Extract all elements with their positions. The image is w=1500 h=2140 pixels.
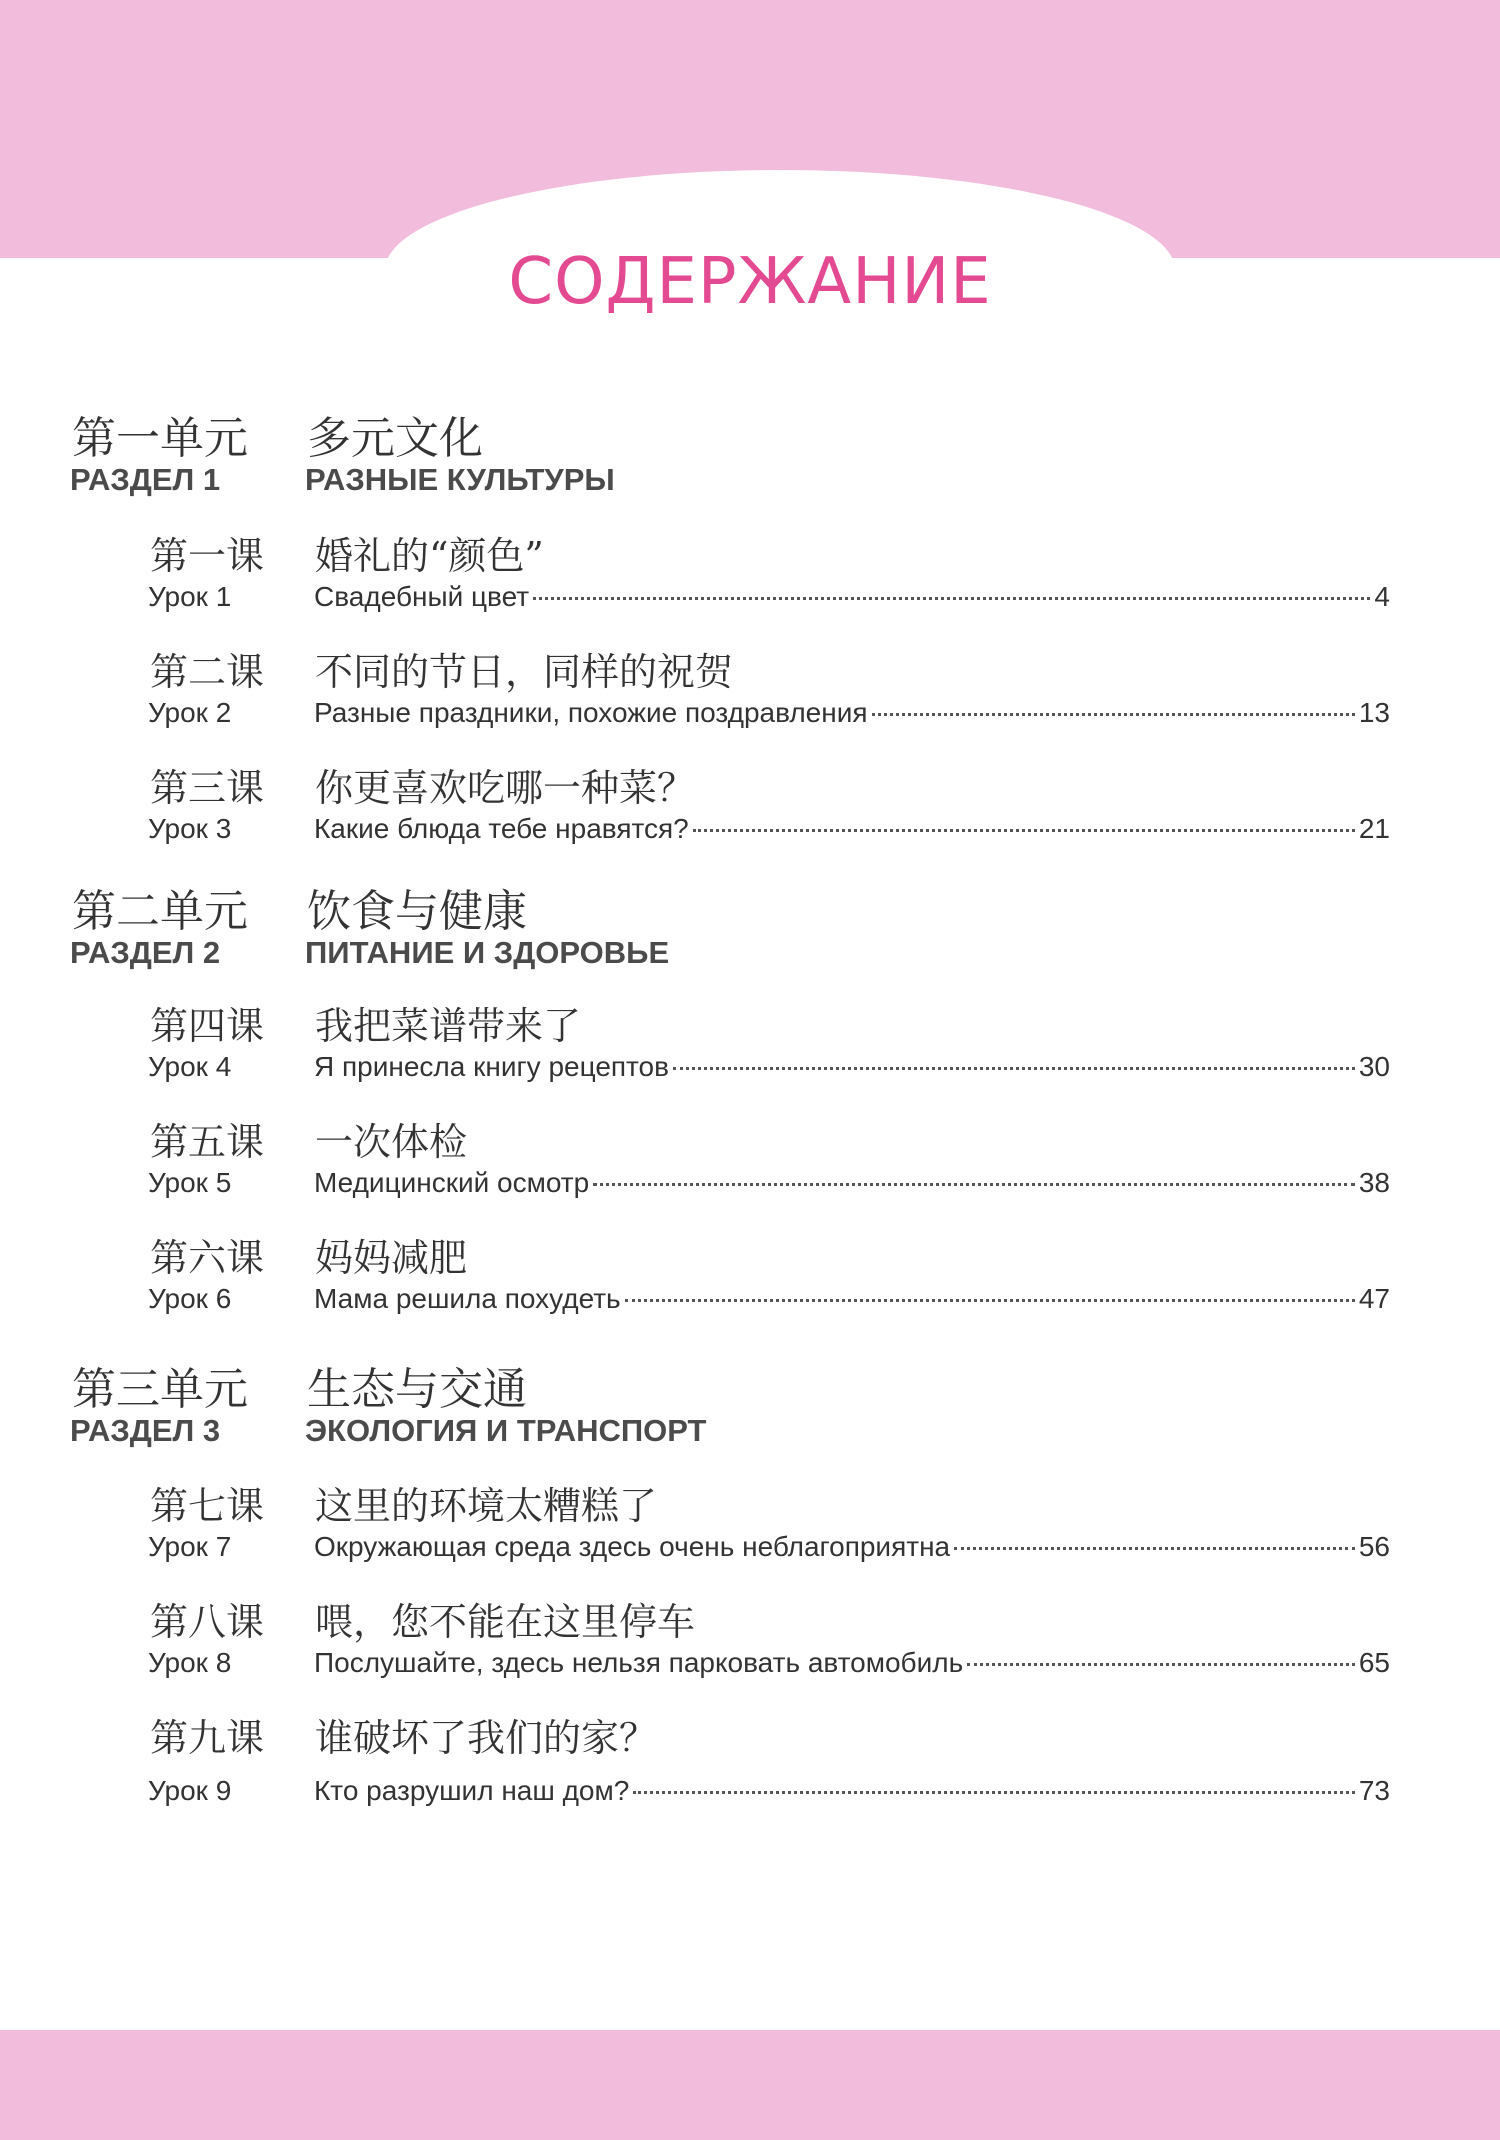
dot-leader (673, 1067, 1355, 1070)
dot-leader (533, 597, 1370, 600)
dot-leader (593, 1183, 1355, 1186)
lesson-7-entry[interactable] (0, 1475, 1500, 1575)
unit-cn-title: 饮食与健康 (307, 886, 527, 937)
lesson-ru-title: Кто разрушил наш дом? (314, 1775, 630, 1806)
unit-ru-label: РАЗДЕЛ 3 (70, 1413, 221, 1448)
page-number: 38 (1358, 1167, 1390, 1198)
unit-cn-heading (72, 875, 527, 939)
unit-cn-heading (72, 402, 483, 466)
lesson-ru-label: Урок 9 (148, 1775, 232, 1806)
lesson-cn-label: 第六课 (150, 1236, 265, 1280)
lesson-cn-label: 第九课 (150, 1716, 265, 1760)
unit-ru-heading (70, 935, 669, 971)
page-title: СОДЕРЖАНИЕ (508, 245, 992, 319)
page-number: 47 (1358, 1283, 1390, 1314)
lesson-cn-label: 第八课 (150, 1600, 265, 1644)
page-number: 21 (1358, 813, 1390, 844)
dot-leader (693, 829, 1355, 832)
lesson-ru-label: Урок 3 (148, 813, 232, 844)
lesson-cn-title: 婚礼的“颜色” (315, 534, 544, 578)
lesson-cn-label: 第二课 (150, 650, 265, 694)
dot-leader (872, 713, 1355, 716)
lesson-cn-title: 这里的环境太糟糕了 (315, 1484, 658, 1528)
lesson-ru-label: Урок 8 (148, 1647, 232, 1678)
unit-cn-label: 第二单元 (72, 886, 248, 937)
lesson-9-entry[interactable] (0, 1707, 1500, 1807)
dot-leader (954, 1547, 1355, 1550)
lesson-ru-title: Свадебный цвет (314, 581, 530, 612)
lesson-cn-title: 谁破坏了我们的家？ (315, 1716, 658, 1760)
unit-cn-label: 第三单元 (72, 1364, 248, 1415)
unit-cn-label: 第一单元 (72, 413, 248, 464)
lesson-cn-label: 第七课 (150, 1484, 265, 1528)
unit-ru-heading (70, 1413, 706, 1449)
lesson-ru-label: Урок 4 (148, 1051, 232, 1082)
lesson-cn-title: 我把菜谱带来了 (315, 1004, 582, 1048)
lesson-ru-label: Урок 5 (148, 1167, 232, 1198)
lesson-cn-label: 第四课 (150, 1004, 265, 1048)
lesson-5-entry[interactable] (0, 1111, 1500, 1211)
page-number: 65 (1358, 1647, 1390, 1678)
unit-ru-title: РАЗНЫЕ КУЛЬТУРЫ (305, 462, 615, 497)
lesson-ru-label: Урок 2 (148, 697, 232, 728)
lesson-cn-title: 你更喜欢吃哪一种菜？ (315, 766, 696, 810)
lesson-cn-title: 妈妈减肥 (315, 1236, 468, 1280)
lesson-cn-label: 第一课 (150, 534, 265, 578)
lesson-cn-title: 不同的节日，同样的祝贺 (315, 650, 734, 694)
lesson-ru-title: Мама решила похудеть (314, 1283, 621, 1314)
lesson-ru-title: Послушайте, здесь нельзя парковать автомобиль (314, 1647, 964, 1678)
unit-ru-heading (70, 462, 615, 498)
lesson-ru-title: Какие блюда тебе нравятся? (314, 813, 689, 844)
dot-leader (967, 1663, 1355, 1666)
page-number: 30 (1358, 1051, 1390, 1082)
lesson-ru-label: Урок 6 (148, 1283, 232, 1314)
lesson-ru-label: Урок 1 (148, 581, 232, 612)
lesson-4-entry[interactable] (0, 995, 1500, 1095)
unit-ru-title: ПИТАНИЕ И ЗДОРОВЬЕ (305, 935, 670, 970)
lesson-8-entry[interactable] (0, 1591, 1500, 1691)
lesson-ru-title: Окружающая среда здесь очень неблагоприятна (314, 1531, 951, 1562)
page-number: 13 (1358, 697, 1390, 728)
lesson-ru-title: Я принесла книгу рецептов (314, 1051, 670, 1082)
lesson-cn-label: 第五课 (150, 1120, 265, 1164)
lesson-cn-label: 第三课 (150, 766, 265, 810)
lesson-ru-title: Разные праздники, похожие поздравления (314, 697, 868, 728)
unit-cn-title: 生态与交通 (307, 1364, 527, 1415)
lesson-3-entry[interactable] (0, 757, 1500, 857)
lesson-ru-title: Медицинский осмотр (314, 1167, 590, 1198)
page-number: 73 (1358, 1775, 1390, 1806)
lesson-1-entry[interactable] (0, 525, 1500, 625)
dot-leader (625, 1299, 1355, 1302)
unit-ru-label: РАЗДЕЛ 1 (70, 462, 221, 497)
page-number: 56 (1358, 1531, 1390, 1562)
lesson-cn-title: 一次体检 (315, 1120, 468, 1164)
lesson-6-entry[interactable] (0, 1227, 1500, 1327)
unit-cn-title: 多元文化 (307, 413, 483, 464)
unit-ru-label: РАЗДЕЛ 2 (70, 935, 221, 970)
lesson-2-entry[interactable] (0, 641, 1500, 741)
lesson-cn-title: 喂，您不能在这里停车 (315, 1600, 696, 1644)
unit-cn-heading (72, 1353, 527, 1417)
page-number: 4 (1374, 581, 1390, 612)
unit-ru-title: ЭКОЛОГИЯ И ТРАНСПОРТ (305, 1413, 707, 1448)
dot-leader (633, 1791, 1355, 1794)
lesson-ru-label: Урок 7 (148, 1531, 232, 1562)
